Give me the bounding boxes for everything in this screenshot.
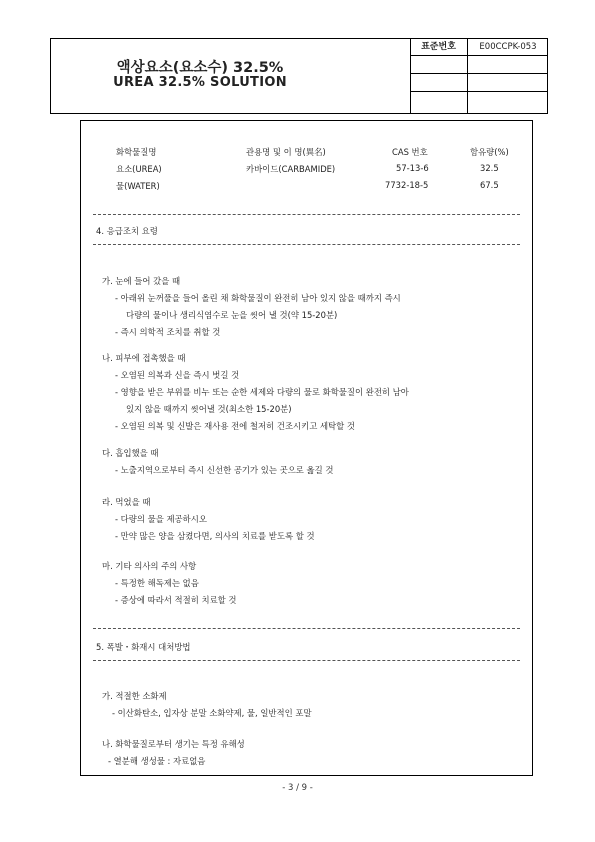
col-header-common-name: 관용명 및 이 명(異名) xyxy=(246,147,326,157)
subsection-skin-contact: 나. 피부에 접촉했을 때 xyxy=(102,353,186,363)
instruction-line: - 오염된 의복 및 신발은 재사용 전에 철저히 건조시키고 세탁할 것 xyxy=(115,421,355,431)
row-urea-content: 32.5 xyxy=(480,163,499,173)
instruction-line: 있지 않을 때까지 씻어낼 것(최소한 15-20분) xyxy=(126,404,292,414)
standard-number-value: E00CCPK-053 xyxy=(479,42,537,52)
section-4-title: 4. 응급조치 요령 xyxy=(96,226,158,236)
subsection-eye-contact: 가. 눈에 들어 갔을 때 xyxy=(102,276,181,286)
header-divider-h1 xyxy=(410,55,548,56)
header-divider-h3 xyxy=(410,91,548,92)
page-number: - 3 / 9 - xyxy=(282,783,313,793)
header-border-bottom xyxy=(50,113,548,114)
instruction-line: - 오염된 의복과 신을 즉시 벗길 것 xyxy=(115,370,240,380)
section-divider xyxy=(93,660,520,661)
instruction-line: - 다량의 물을 제공하시오 xyxy=(115,514,207,524)
instruction-line: - 만약 많은 양을 삼켰다면, 의사의 치료를 받도록 할 것 xyxy=(115,531,315,541)
document-title-english: UREA 32.5% SOLUTION xyxy=(113,75,287,90)
row-urea-cas: 57-13-6 xyxy=(396,163,429,173)
subsection-specific-hazards: 나. 화학물질로부터 생기는 특정 유해성 xyxy=(102,739,245,749)
row-urea-name: 요소(UREA) xyxy=(116,164,162,174)
instruction-line: - 영향을 받은 부위를 비누 또는 순한 세제와 다량의 물로 화학물질이 완전히 남아 xyxy=(115,387,409,397)
body-border-left xyxy=(80,120,81,776)
document-title-korean: 액상요소(요소수) 32.5% xyxy=(116,60,284,76)
header-divider-h2 xyxy=(410,73,548,74)
subsection-inhalation: 다. 흡입했을 때 xyxy=(102,448,159,458)
instruction-line: - 특정한 해독제는 없음 xyxy=(115,578,199,588)
body-border-top xyxy=(80,120,533,121)
instruction-line: - 이산화탄소, 입자상 분말 소화약제, 물, 일반적인 포말 xyxy=(112,708,312,718)
body-border-bottom xyxy=(80,775,533,776)
row-water-name: 물(WATER) xyxy=(116,181,160,191)
col-header-cas-number: CAS 번호 xyxy=(392,147,428,157)
instruction-line: - 즉시 의학적 조치를 취할 것 xyxy=(115,327,221,337)
instruction-line: - 아래위 눈꺼풀을 들어 올린 채 화학물질이 완전히 남아 있지 않을 때까지 즉시 xyxy=(115,293,401,303)
section-divider xyxy=(93,214,520,215)
standard-number-label: 표준번호 xyxy=(421,42,456,52)
col-header-content: 함유량(%) xyxy=(470,147,509,157)
instruction-line: - 노출지역으로부터 즉시 신선한 공기가 있는 곳으로 옮길 것 xyxy=(115,465,334,475)
col-header-chemical-name: 화학물질명 xyxy=(116,147,157,157)
subsection-extinguishing-media: 가. 적절한 소화제 xyxy=(102,691,167,701)
subsection-physician-notes: 마. 기타 의사의 주의 사항 xyxy=(102,561,197,571)
section-5-title: 5. 폭발・화재시 대처방법 xyxy=(96,642,191,652)
row-urea-common-name: 카바이드(CARBAMIDE) xyxy=(246,164,336,174)
section-divider xyxy=(93,244,520,245)
body-border-right xyxy=(532,120,533,776)
row-water-cas: 7732-18-5 xyxy=(385,180,429,190)
subsection-ingestion: 라. 먹었을 때 xyxy=(102,497,151,507)
instruction-line: 다량의 물이나 생리식염수로 눈을 씻어 낼 것(약 15-20분) xyxy=(126,310,338,320)
instruction-line: - 열분해 생성물 : 자료없음 xyxy=(108,756,206,766)
section-divider xyxy=(93,628,520,629)
instruction-line: - 증상에 따라서 적절히 치료할 것 xyxy=(115,595,237,605)
row-water-content: 67.5 xyxy=(480,180,499,190)
